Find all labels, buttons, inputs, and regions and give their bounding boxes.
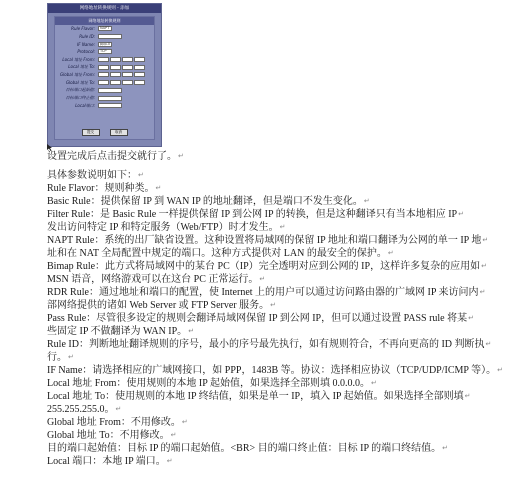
form-select[interactable]: ppp-0	[100, 41, 111, 46]
form-input[interactable]	[98, 88, 122, 93]
form-input[interactable]	[98, 96, 122, 101]
form-field-label: Local 地址 From:	[62, 56, 95, 62]
paragraph-mark-icon: ↵	[188, 327, 195, 335]
paragraph-text: Basic Rule：提供保留 IP 到 WAN IP 的地址翻译，但是端口不发生变化。	[47, 196, 363, 207]
document-paragraph	[47, 390, 475, 403]
form-row	[55, 56, 154, 64]
ip-octet-input[interactable]	[98, 65, 109, 70]
paragraph-text: Local 端口：本地 IP 端口。	[47, 456, 166, 467]
ip-octet-input[interactable]	[98, 57, 109, 62]
form-row	[55, 94, 154, 102]
form-header: 网络地址转换规则	[55, 17, 154, 25]
paragraph-mark-icon: ↵	[479, 288, 486, 296]
form-row	[55, 25, 154, 33]
paragraph-text: NAPT Rule：系统的出厂缺省设置。这种设置将局域网的保留 IP 地址和端口翻译为公网的单一 IP 地	[47, 235, 482, 246]
form-field-label: 目标端口终止值:	[65, 95, 95, 101]
form-select[interactable]: TCP	[98, 49, 112, 54]
form-select[interactable]: NAPT	[98, 26, 112, 31]
form-input[interactable]	[98, 34, 122, 39]
form-field-label: Rule Flavor:	[71, 26, 95, 32]
router-nat-screenshot	[47, 3, 162, 147]
form-row	[55, 79, 154, 87]
ip-octet-input[interactable]	[134, 57, 145, 62]
document-paragraph	[47, 221, 475, 234]
ip-octet-input[interactable]	[134, 72, 145, 77]
paragraph-mark-icon: ↵	[115, 405, 122, 413]
document-paragraph	[47, 338, 492, 351]
document-paragraph	[47, 325, 475, 338]
form-field-label: Local 地址 To:	[68, 64, 95, 70]
document-body	[47, 150, 503, 468]
document-paragraph	[47, 429, 475, 442]
ip-octet-input[interactable]	[122, 80, 133, 85]
paragraph-text: IF Name：请选择相应的广域网接口，如 PPP，1483B 等。协议：选择相应协议（TCP/UDP/ICMP 等）。	[47, 365, 497, 376]
paragraph-text: 址和在 NAT 全局配置中规定的端口。这种方式提供对 LAN 的最安全的保护。	[47, 248, 387, 259]
paragraph-text: Pass Rule：尽管很多设定的规则会翻译局域网保留 IP 到公网 IP，但可以通过设置 PASS rule 将某	[47, 313, 468, 324]
document-paragraph	[47, 351, 475, 364]
document-paragraph	[47, 377, 475, 390]
ip-octet-input[interactable]	[110, 65, 121, 70]
paragraph-mark-icon: ↵	[464, 392, 471, 400]
form-field-label: Local端口:	[75, 102, 95, 108]
paragraph-mark-icon: ↵	[170, 431, 177, 439]
paragraph-text: 目的端口起始值：目标 IP 的端口起始值。<BR> 目的端口终止值：目标 IP 的端口终结值。	[47, 443, 442, 454]
document-paragraph	[47, 234, 489, 247]
screenshot-title: 网络地址转换规则 - 添加	[48, 4, 161, 13]
document-paragraph	[47, 150, 475, 163]
paragraph-mark-icon: ↵	[68, 353, 74, 361]
paragraph-mark-icon: ↵	[155, 184, 162, 192]
cancel-button[interactable]: 取消	[110, 129, 128, 136]
paragraph-text: MSN 语音，网络游戏可以在这台 PC 正常运行。	[47, 274, 259, 285]
paragraph-mark-icon: ↵	[181, 418, 188, 426]
form-field-label: 目标端口起始值:	[65, 87, 95, 93]
paragraph-text: Rule ID：判断地址翻译规则的序号，最小的序号最先执行，如有规则符合，不再向更高的 ID 判断执	[47, 339, 485, 350]
paragraph-text: Local 地址 To：使用规则的本地 IP 终结值，如果是单一 IP，填入 IP 起始值。如果选择全部则填	[47, 391, 464, 402]
form-row	[55, 63, 154, 71]
paragraph-text: 设置完成后点击提交就行了。	[47, 151, 177, 162]
paragraph-text: Bimap Rule：此方式将局域网中的某台 PC（IP）完全透明对应到公网的 IP，这样许多复杂的应用如	[47, 261, 481, 272]
ip-octet-input[interactable]	[122, 65, 133, 70]
form-field-label: Protocol:	[77, 49, 95, 55]
document-paragraph	[47, 260, 487, 273]
document-paragraph	[47, 247, 475, 260]
paragraph-text: 部网络提供的诸如 Web Server 或 FTP Server 服务。	[47, 300, 270, 311]
ip-octet-input[interactable]	[98, 72, 109, 77]
submit-button[interactable]: 提交	[82, 129, 100, 136]
paragraph-mark-icon: ↵	[270, 301, 277, 309]
form-row	[55, 71, 154, 79]
paragraph-text: 些固定 IP 不做翻译为 WAN IP。	[47, 326, 188, 337]
document-paragraph	[47, 416, 475, 429]
paragraph-text: 发出访问特定 IP 和特定服务（Web/FTP）时才发生。	[47, 222, 279, 233]
form-input[interactable]	[98, 103, 122, 108]
ip-octet-input[interactable]	[134, 65, 145, 70]
document-paragraph	[47, 273, 475, 286]
document-paragraph	[47, 208, 475, 221]
paragraph-mark-icon: ↵	[279, 223, 286, 231]
ip-octet-input[interactable]	[122, 57, 133, 62]
form-row	[55, 33, 154, 41]
form-field-label: Global 地址 From:	[60, 71, 95, 77]
ip-octet-input[interactable]	[122, 72, 133, 77]
nat-rule-form	[54, 16, 155, 140]
document-paragraph	[47, 169, 475, 182]
paragraph-text: 255.255.255.0。	[47, 404, 115, 415]
paragraph-mark-icon: ↵	[259, 275, 266, 283]
paragraph-mark-icon: ↵	[497, 366, 503, 374]
paragraph-mark-icon: ↵	[178, 152, 184, 160]
document-paragraph	[47, 182, 475, 195]
ip-octet-input[interactable]	[134, 80, 145, 85]
paragraph-text: Global 地址 From：不用修改。	[47, 417, 181, 428]
form-row	[55, 48, 154, 56]
document-paragraph	[47, 403, 475, 416]
ip-octet-input[interactable]	[110, 57, 121, 62]
paragraph-mark-icon: ↵	[482, 236, 489, 244]
ip-octet-input[interactable]	[98, 80, 109, 85]
paragraph-text: Global 地址 To：不用修改。	[47, 430, 170, 441]
document-paragraph	[47, 195, 475, 208]
paragraph-text: 具体参数说明如下：	[47, 170, 137, 181]
paragraph-text: 行。	[47, 352, 67, 363]
paragraph-text: Local 地址 From：使用规则的本地 IP 起始值，如果选择全部则填 0.0.0.0。	[47, 378, 370, 389]
paragraph-mark-icon: ↵	[363, 197, 370, 205]
paragraph-mark-icon: ↵	[387, 249, 394, 257]
paragraph-text: Filter Rule：是 Basic Rule 一样提供保留 IP 到公网 IP 的转换，但是这种翻译只有当本地相应 IP	[47, 209, 458, 220]
paragraph-mark-icon: ↵	[166, 457, 173, 465]
form-row	[55, 40, 154, 48]
document-paragraph	[47, 299, 475, 312]
paragraph-text: Rule Flavor：规则种类。	[47, 183, 155, 194]
document-paragraph	[47, 442, 475, 455]
form-row	[55, 87, 154, 95]
paragraph-mark-icon: ↵	[138, 171, 144, 179]
paragraph-mark-icon: ↵	[370, 379, 377, 387]
paragraph-mark-icon: ↵	[442, 444, 449, 452]
ip-octet-input[interactable]	[110, 72, 121, 77]
paragraph-mark-icon: ↵	[458, 210, 464, 218]
form-row	[55, 102, 154, 110]
form-field-label: IF Name:	[77, 41, 95, 47]
paragraph-text: RDR Rule：通过地址和端口的配置，使 Internet 上的用户可以通过访问路由器的广域网 IP 来访问内	[47, 287, 479, 298]
paragraph-mark-icon: ↵	[481, 262, 487, 270]
document-paragraph	[47, 455, 475, 468]
document-paragraph	[47, 364, 503, 377]
document-paragraph	[47, 312, 475, 325]
document-paragraph	[47, 286, 486, 299]
form-field-label: Rule ID:	[79, 34, 95, 40]
form-field-label: Global 地址 To:	[65, 79, 95, 85]
paragraph-mark-icon: ↵	[468, 314, 474, 322]
ip-octet-input[interactable]	[110, 80, 121, 85]
paragraph-mark-icon: ↵	[485, 340, 492, 348]
